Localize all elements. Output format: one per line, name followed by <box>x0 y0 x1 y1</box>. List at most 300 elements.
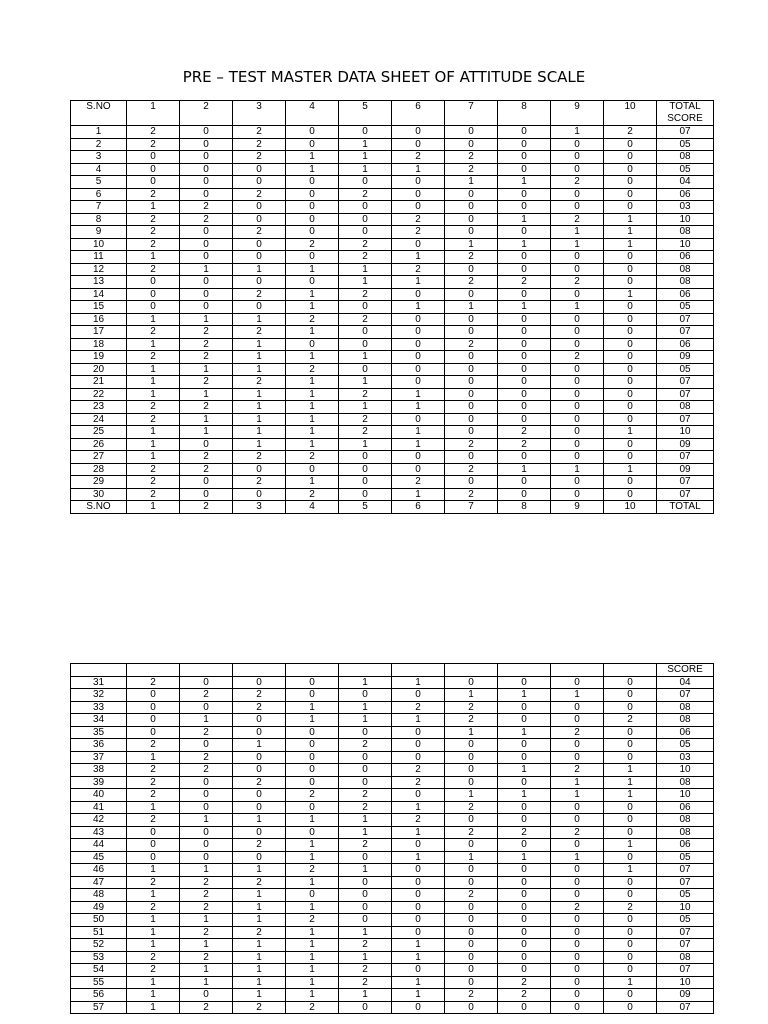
table-cell: 05 <box>657 739 714 752</box>
table-cell: 0 <box>339 914 392 927</box>
table-cell: 1 <box>233 401 286 414</box>
table-cell: 28 <box>71 463 127 476</box>
table-cell: 1 <box>286 351 339 364</box>
table-row <box>71 939 714 952</box>
table-cell: 1 <box>127 363 180 376</box>
table-row <box>71 739 714 752</box>
table-cell: 0 <box>551 714 604 727</box>
table-cell: 0 <box>392 914 445 927</box>
table-cell: 1 <box>498 689 551 702</box>
table-cell: 0 <box>392 188 445 201</box>
table-cell: 0 <box>551 313 604 326</box>
table-cell <box>604 664 657 677</box>
table-cell: 05 <box>657 851 714 864</box>
table-cell: 0 <box>604 926 657 939</box>
table-cell: 0 <box>498 1001 551 1014</box>
table-cell <box>445 664 498 677</box>
table-cell: 07 <box>657 926 714 939</box>
table-cell: 06 <box>657 288 714 301</box>
table-cell: 1 <box>551 126 604 139</box>
table-cell: 0 <box>339 689 392 702</box>
table-cell: 1 <box>127 501 180 514</box>
table-cell: 1 <box>339 376 392 389</box>
table-row <box>71 701 714 714</box>
table-cell: 50 <box>71 914 127 927</box>
table-cell: 1 <box>604 226 657 239</box>
table-cell: 1 <box>339 676 392 689</box>
header-row <box>71 664 714 677</box>
master-data-table-1 <box>70 100 714 514</box>
table-cell: 2 <box>127 964 180 977</box>
table-cell: 2 <box>551 176 604 189</box>
table-cell: 1 <box>286 438 339 451</box>
table-cell: 0 <box>180 176 233 189</box>
table-row <box>71 976 714 989</box>
table-cell: 0 <box>445 939 498 952</box>
table-row <box>71 926 714 939</box>
table-cell: 1 <box>286 964 339 977</box>
table-cell: 0 <box>604 276 657 289</box>
table-cell: 1 <box>286 388 339 401</box>
table-cell: 0 <box>233 463 286 476</box>
table-cell: 1 <box>286 814 339 827</box>
table-cell: 4 <box>286 101 339 126</box>
table-cell: 0 <box>392 201 445 214</box>
table-row <box>71 764 714 777</box>
table-cell: 4 <box>71 163 127 176</box>
table-cell: 2 <box>180 901 233 914</box>
table-cell: 2 <box>445 889 498 902</box>
header-row <box>71 101 714 126</box>
table-cell: 18 <box>71 338 127 351</box>
table-cell: 5 <box>339 101 392 126</box>
table-cell: 0 <box>445 363 498 376</box>
footer-row <box>71 501 714 514</box>
table-cell: 0 <box>180 739 233 752</box>
table-cell: 06 <box>657 251 714 264</box>
table-cell: 0 <box>127 826 180 839</box>
table-cell: 1 <box>233 739 286 752</box>
table-cell: 0 <box>498 451 551 464</box>
table-cell: 26 <box>71 438 127 451</box>
table-cell: 1 <box>233 964 286 977</box>
table-row <box>71 851 714 864</box>
table-cell: 1 <box>339 701 392 714</box>
table-cell: 12 <box>71 263 127 276</box>
table-cell: 1 <box>286 951 339 964</box>
table-cell: 0 <box>498 876 551 889</box>
table-cell: 2 <box>392 226 445 239</box>
table-row <box>71 201 714 214</box>
table-cell: 1 <box>180 413 233 426</box>
table-cell: 0 <box>498 864 551 877</box>
table-cell: 1 <box>339 989 392 1002</box>
table-cell: 1 <box>180 864 233 877</box>
table-cell: 0 <box>604 388 657 401</box>
table-cell: 16 <box>71 313 127 326</box>
table-cell: 1 <box>180 263 233 276</box>
table-cell: 0 <box>339 338 392 351</box>
table-cell: 0 <box>127 714 180 727</box>
table-cell: 0 <box>498 889 551 902</box>
table-row <box>71 839 714 852</box>
table-cell: 0 <box>551 1001 604 1014</box>
table-cell: 1 <box>339 276 392 289</box>
table-cell: 45 <box>71 851 127 864</box>
table-cell: 2 <box>233 701 286 714</box>
table-cell: 55 <box>71 976 127 989</box>
table-cell: 0 <box>127 689 180 702</box>
table-cell: 0 <box>445 138 498 151</box>
table-cell: 1 <box>233 413 286 426</box>
table-cell: 0 <box>180 851 233 864</box>
table-cell: 0 <box>551 801 604 814</box>
table-cell: 0 <box>551 401 604 414</box>
table-cell: 1 <box>392 301 445 314</box>
table-cell: 1 <box>127 939 180 952</box>
table-cell: 2 <box>127 901 180 914</box>
table-cell: 1 <box>286 851 339 864</box>
table-cell: 1 <box>339 438 392 451</box>
table-cell: 3 <box>233 101 286 126</box>
table-cell: 0 <box>339 876 392 889</box>
table-cell: 2 <box>180 689 233 702</box>
table-cell: 0 <box>180 226 233 239</box>
table-cell: 0 <box>498 901 551 914</box>
table-cell: 0 <box>445 451 498 464</box>
table-cell: 0 <box>180 438 233 451</box>
table-cell: 06 <box>657 726 714 739</box>
table-cell: 10 <box>604 501 657 514</box>
table-cell: 0 <box>445 313 498 326</box>
table-cell: 1 <box>127 101 180 126</box>
table-cell: 0 <box>551 326 604 339</box>
table-cell: 9 <box>551 501 604 514</box>
table-row <box>71 226 714 239</box>
table-cell: 1 <box>127 201 180 214</box>
table-cell: 0 <box>604 989 657 1002</box>
table-cell: 0 <box>604 376 657 389</box>
table-cell: 1 <box>233 338 286 351</box>
table-cell: 0 <box>604 413 657 426</box>
table-cell <box>498 664 551 677</box>
table-cell: 1 <box>233 864 286 877</box>
table-cell: 2 <box>233 326 286 339</box>
table-cell: 0 <box>551 814 604 827</box>
table-cell: 07 <box>657 964 714 977</box>
table-cell: 0 <box>445 764 498 777</box>
table-cell: 2 <box>339 976 392 989</box>
table-cell: 10 <box>604 101 657 126</box>
table-cell: 10 <box>657 976 714 989</box>
table-cell: 39 <box>71 776 127 789</box>
table-cell: 1 <box>180 914 233 927</box>
table-cell: 1 <box>392 276 445 289</box>
table-cell: 2 <box>286 864 339 877</box>
table-cell: 2 <box>445 801 498 814</box>
table-cell: 0 <box>445 901 498 914</box>
table-cell: 0 <box>233 488 286 501</box>
table-cell: 0 <box>286 276 339 289</box>
table-cell: 0 <box>551 388 604 401</box>
table-cell: 2 <box>286 789 339 802</box>
table-cell: 53 <box>71 951 127 964</box>
table-cell: 5 <box>71 176 127 189</box>
table-cell: 2 <box>339 188 392 201</box>
table-cell: 0 <box>233 176 286 189</box>
table-cell: 2 <box>127 226 180 239</box>
table-cell: 0 <box>604 826 657 839</box>
table-cell: 10 <box>657 213 714 226</box>
table-cell: 2 <box>392 776 445 789</box>
table-cell: 2 <box>233 876 286 889</box>
table-row <box>71 964 714 977</box>
table-cell: 30 <box>71 488 127 501</box>
table-cell: 0 <box>498 701 551 714</box>
table-cell: 0 <box>498 338 551 351</box>
table-cell: 10 <box>657 764 714 777</box>
table-cell: 43 <box>71 826 127 839</box>
table-cell: 0 <box>445 476 498 489</box>
table-cell: 0 <box>286 213 339 226</box>
table-cell: 1 <box>392 951 445 964</box>
table-cell: 1 <box>445 301 498 314</box>
table-cell: 0 <box>604 338 657 351</box>
table-cell: 1 <box>498 726 551 739</box>
table-cell: 0 <box>498 401 551 414</box>
table-cell: 07 <box>657 689 714 702</box>
table-row <box>71 476 714 489</box>
table-cell: 07 <box>657 413 714 426</box>
table-cell: 0 <box>180 826 233 839</box>
table-cell: 0 <box>180 288 233 301</box>
table-cell: TOTAL <box>657 501 714 514</box>
table-cell: 0 <box>127 701 180 714</box>
table-cell: 03 <box>657 751 714 764</box>
table-cell: 9 <box>551 101 604 126</box>
table-row <box>71 726 714 739</box>
table-cell: 0 <box>498 714 551 727</box>
table-cell: 0 <box>604 251 657 264</box>
table-cell: 09 <box>657 989 714 1002</box>
table-cell: 2 <box>127 263 180 276</box>
table-cell: 1 <box>392 989 445 1002</box>
table-cell: 57 <box>71 1001 127 1014</box>
table-cell: 1 <box>445 726 498 739</box>
table-cell: 1 <box>392 251 445 264</box>
table-cell: 1 <box>551 789 604 802</box>
table-cell: 0 <box>339 463 392 476</box>
table-cell: 2 <box>392 476 445 489</box>
table-cell: 2 <box>180 876 233 889</box>
table-cell: 2 <box>127 463 180 476</box>
table-cell: 2 <box>180 201 233 214</box>
table-cell: 1 <box>392 676 445 689</box>
table-cell: 0 <box>286 726 339 739</box>
table-cell: 0 <box>604 701 657 714</box>
table-cell: 1 <box>127 426 180 439</box>
table-cell: 0 <box>392 326 445 339</box>
table-cell: 0 <box>127 163 180 176</box>
table-cell: 0 <box>551 964 604 977</box>
table-cell: 0 <box>551 889 604 902</box>
table-cell: 05 <box>657 301 714 314</box>
table-cell: 1 <box>233 989 286 1002</box>
table-row <box>71 438 714 451</box>
table-cell: 0 <box>286 188 339 201</box>
table-cell: 08 <box>657 714 714 727</box>
table-cell: 0 <box>604 739 657 752</box>
table-cell: 0 <box>445 964 498 977</box>
table-cell: 10 <box>657 901 714 914</box>
table-cell: 1 <box>286 376 339 389</box>
table-cell: 0 <box>445 976 498 989</box>
table-cell: 06 <box>657 801 714 814</box>
table-cell: 0 <box>445 951 498 964</box>
table-cell: 08 <box>657 826 714 839</box>
table-cell: 0 <box>286 338 339 351</box>
table-cell: 10 <box>71 238 127 251</box>
table-cell: 1 <box>604 426 657 439</box>
table-cell: 2 <box>127 401 180 414</box>
table-cell: 1 <box>286 301 339 314</box>
table-cell: 0 <box>445 188 498 201</box>
table-cell: 49 <box>71 901 127 914</box>
table-cell: 0 <box>392 751 445 764</box>
table-cell: 0 <box>127 176 180 189</box>
table-cell: 0 <box>127 151 180 164</box>
table-cell: 0 <box>445 676 498 689</box>
table-cell: 2 <box>445 488 498 501</box>
table-cell: 08 <box>657 276 714 289</box>
table-cell: 1 <box>180 714 233 727</box>
table-row <box>71 989 714 1002</box>
table-cell: 0 <box>445 864 498 877</box>
table-cell: 1 <box>604 764 657 777</box>
table-row <box>71 176 714 189</box>
table-cell: 1 <box>286 989 339 1002</box>
table-cell: 0 <box>233 714 286 727</box>
table-cell: 0 <box>233 764 286 777</box>
table-cell: 2 <box>233 188 286 201</box>
table-cell: 0 <box>127 288 180 301</box>
table-row <box>71 451 714 464</box>
table-cell: 2 <box>339 939 392 952</box>
table-cell: 1 <box>286 926 339 939</box>
table-cell: 0 <box>180 989 233 1002</box>
table-cell: 0 <box>604 488 657 501</box>
table-cell: 2 <box>233 1001 286 1014</box>
table-cell: 2 <box>339 288 392 301</box>
table-cell: 0 <box>445 751 498 764</box>
table-cell: 0 <box>286 176 339 189</box>
table-cell: 0 <box>233 238 286 251</box>
table-cell: 0 <box>551 739 604 752</box>
table-cell: 0 <box>286 801 339 814</box>
table-cell: 36 <box>71 739 127 752</box>
table-cell: 2 <box>233 376 286 389</box>
table-cell: 1 <box>498 213 551 226</box>
table-cell: 6 <box>71 188 127 201</box>
table-cell: 1 <box>445 176 498 189</box>
table-cell: 1 <box>604 463 657 476</box>
table-cell <box>551 664 604 677</box>
table-cell: 07 <box>657 864 714 877</box>
table-cell: 0 <box>180 151 233 164</box>
table-cell: 2 <box>233 689 286 702</box>
table-cell: 1 <box>127 313 180 326</box>
table-cell: 0 <box>551 288 604 301</box>
table-cell: 0 <box>392 926 445 939</box>
table-cell: 0 <box>127 851 180 864</box>
table-cell: 0 <box>604 176 657 189</box>
page-title: PRE – TEST MASTER DATA SHEET OF ATTITUDE SCALE <box>182 68 586 86</box>
table-cell: 41 <box>71 801 127 814</box>
table-cell: 2 <box>127 789 180 802</box>
table-cell: 0 <box>445 739 498 752</box>
table-cell: 08 <box>657 401 714 414</box>
table-cell: 1 <box>127 889 180 902</box>
table-cell: 20 <box>71 363 127 376</box>
table-cell: 0 <box>498 801 551 814</box>
table-cell: 7 <box>71 201 127 214</box>
table-cell: 0 <box>339 126 392 139</box>
table-cell: 1 <box>392 401 445 414</box>
table-cell: 0 <box>551 676 604 689</box>
table-cell: 13 <box>71 276 127 289</box>
table-cell: 07 <box>657 488 714 501</box>
table-cell: 0 <box>604 689 657 702</box>
table-cell: 07 <box>657 326 714 339</box>
table-cell: 0 <box>551 151 604 164</box>
table-cell: 1 <box>339 714 392 727</box>
table-cell: 1 <box>127 751 180 764</box>
table-cell: 2 <box>127 326 180 339</box>
table-cell: 0 <box>604 889 657 902</box>
table-cell: 2 <box>180 926 233 939</box>
table-cell: 07 <box>657 1001 714 1014</box>
table-cell: 15 <box>71 301 127 314</box>
table-cell: 05 <box>657 889 714 902</box>
table-cell: 0 <box>339 1001 392 1014</box>
table-cell: 0 <box>127 301 180 314</box>
table-cell: 07 <box>657 451 714 464</box>
table-cell: 1 <box>286 326 339 339</box>
table-cell: 2 <box>498 438 551 451</box>
table-cell: 1 <box>604 213 657 226</box>
table-cell: 2 <box>127 213 180 226</box>
table-cell: 2 <box>392 764 445 777</box>
table-cell: 0 <box>180 839 233 852</box>
table-cell: 0 <box>445 1001 498 1014</box>
table-cell: 2 <box>339 426 392 439</box>
table-cell: 0 <box>445 376 498 389</box>
table-cell: 0 <box>286 201 339 214</box>
table-cell: 37 <box>71 751 127 764</box>
table-cell: 0 <box>392 126 445 139</box>
table-cell: 1 <box>604 976 657 989</box>
table-cell: 2 <box>71 138 127 151</box>
table-cell: 2 <box>339 238 392 251</box>
table-cell: 09 <box>657 438 714 451</box>
table-cell: 2 <box>127 951 180 964</box>
table-cell: 1 <box>392 388 445 401</box>
table-cell: 0 <box>233 851 286 864</box>
table-cell: 0 <box>498 776 551 789</box>
table-cell: 1 <box>604 238 657 251</box>
table-cell: 32 <box>71 689 127 702</box>
table-row <box>71 426 714 439</box>
